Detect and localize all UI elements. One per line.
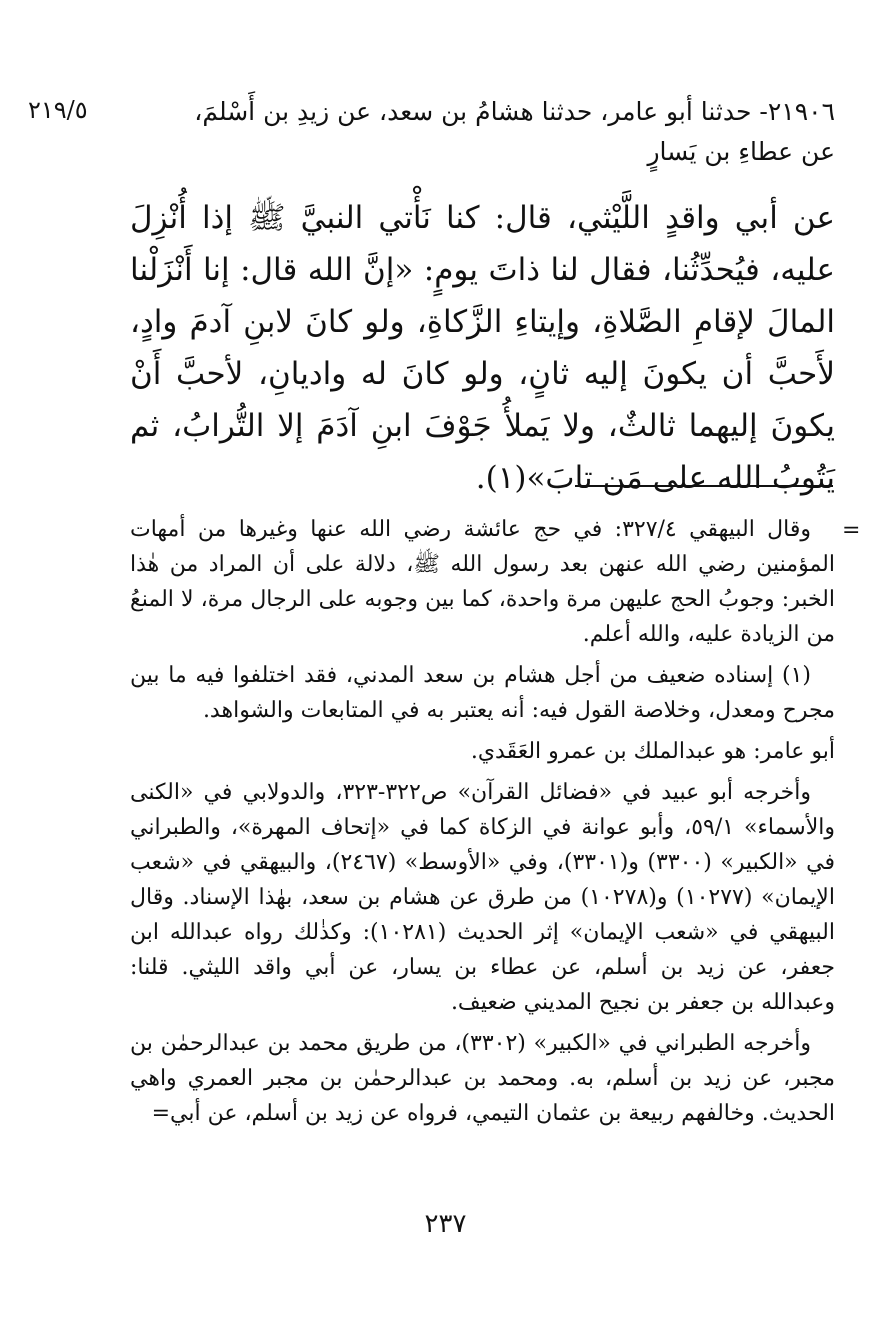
hadith-isnad bbox=[130, 92, 835, 172]
volume-page-reference: ٢١٩/٥ bbox=[28, 96, 88, 124]
isnad-line-2: عن عطاءِ بن يَسارٍ bbox=[647, 137, 835, 166]
continuation-mark: = bbox=[842, 518, 861, 543]
isnad-line-1: ٢١٩٠٦- حدثنا أبو عامر، حدثنا هشامُ بن سعد، عن زيدِ بن أَسْلمَ، bbox=[194, 97, 835, 126]
footnote-tabarani-paragraph: وأخرجه الطبراني في «الكبير» (٣٣٠٢)، من طريق محمد بن عبدالرحمٰن بن مجبر، عن زيد بن أسلم، به. ومحمد بن عبدالرحمٰن بن مجبر العمري واهي الحديث. وخالفهم ربيعة بن عثمان التيمي، فرواه عن زيد بن أسلم، عن أبي= bbox=[130, 1031, 835, 1126]
footnote-1-paragraph: (١) إسناده ضعيف من أجل هشام بن سعد المدني، فقد اختلفوا فيه ما بين مجرح ومعدل، وخلاصة القول فيه: أنه يعتبر به في المتابعات والشواهد. bbox=[130, 663, 835, 723]
footnote-narrator-note: أبو عامر: هو عبدالملك بن عمرو العَقَدي. bbox=[470, 739, 835, 764]
page-number: ٢٣٧ bbox=[424, 1209, 467, 1239]
hadith-matn: عن أبي واقدٍ اللَّيْثي، قال: كنا نَأْتي النبيَّ ﷺ إذا أُنْزِلَ عليه، فيُحدِّثُنا، فقال لنا ذاتَ يومٍ: «إنَّ الله قال: إنا أَنْزَلْنا المالَ لإقامِ الصَّلاةِ، وإيتاءِ الزَّكاةِ، ولو كانَ لابنِ آدمَ وادٍ، لأَحبَّ أن يكونَ إليه ثانٍ، ولو كانَ له واديانِ، لأحبَّ أَنْ يكونَ إليهما ثالثٌ، ولا يَملأُ جَوْفَ ابنِ آدَمَ إلا التُّرابُ، ثم يَتُوبُ الله على مَن تابَ»(١). bbox=[130, 200, 835, 496]
footnote-continued-paragraph: وقال البيهقي ٣٢٧/٤: في حج عائشة رضي الله عنها وغيرها من أمهات المؤمنين رضي الله عنهن بعد رسول الله ﷺ، دلالة على أن المراد من هٰذا الخبر: وجوبُ الحج عليهن مرة واحدة، كما بين وجوبه على الرجال مرة، لا المنعُ من الزيادة عليه، والله أعلم. bbox=[130, 517, 835, 647]
footnote-takhrij-paragraph: وأخرجه أبو عبيد في «فضائل القرآن» ص٣٢٢-٣٢٣، والدولابي في «الكنى والأسماء» ٥٩/١، وأبو عوانة في الزكاة كما في «إتحاف المهرة»، والطبراني في «الكبير» (٣٣٠٠) و(٣٣٠١)، وفي «الأوسط» (٢٤٦٧)، والبيهقي في «شعب الإيمان» (١٠٢٧٧) و(١٠٢٧٨) من طرق عن هشام بن سعد، بهٰذا الإسناد. وقال البيهقي في «شعب الإيمان» إثر الحديث (١٠٢٨١): وكذٰلك رواه عبدالله ابن جعفر، عن زيد بن أسلم، عن عطاء بن يسار، عن أبي واقد الليثي. قلنا: وعبدالله بن جعفر بن نجيح المديني ضعيف. bbox=[130, 780, 835, 1015]
footnote-divider bbox=[575, 485, 833, 487]
footnotes bbox=[130, 512, 835, 1137]
